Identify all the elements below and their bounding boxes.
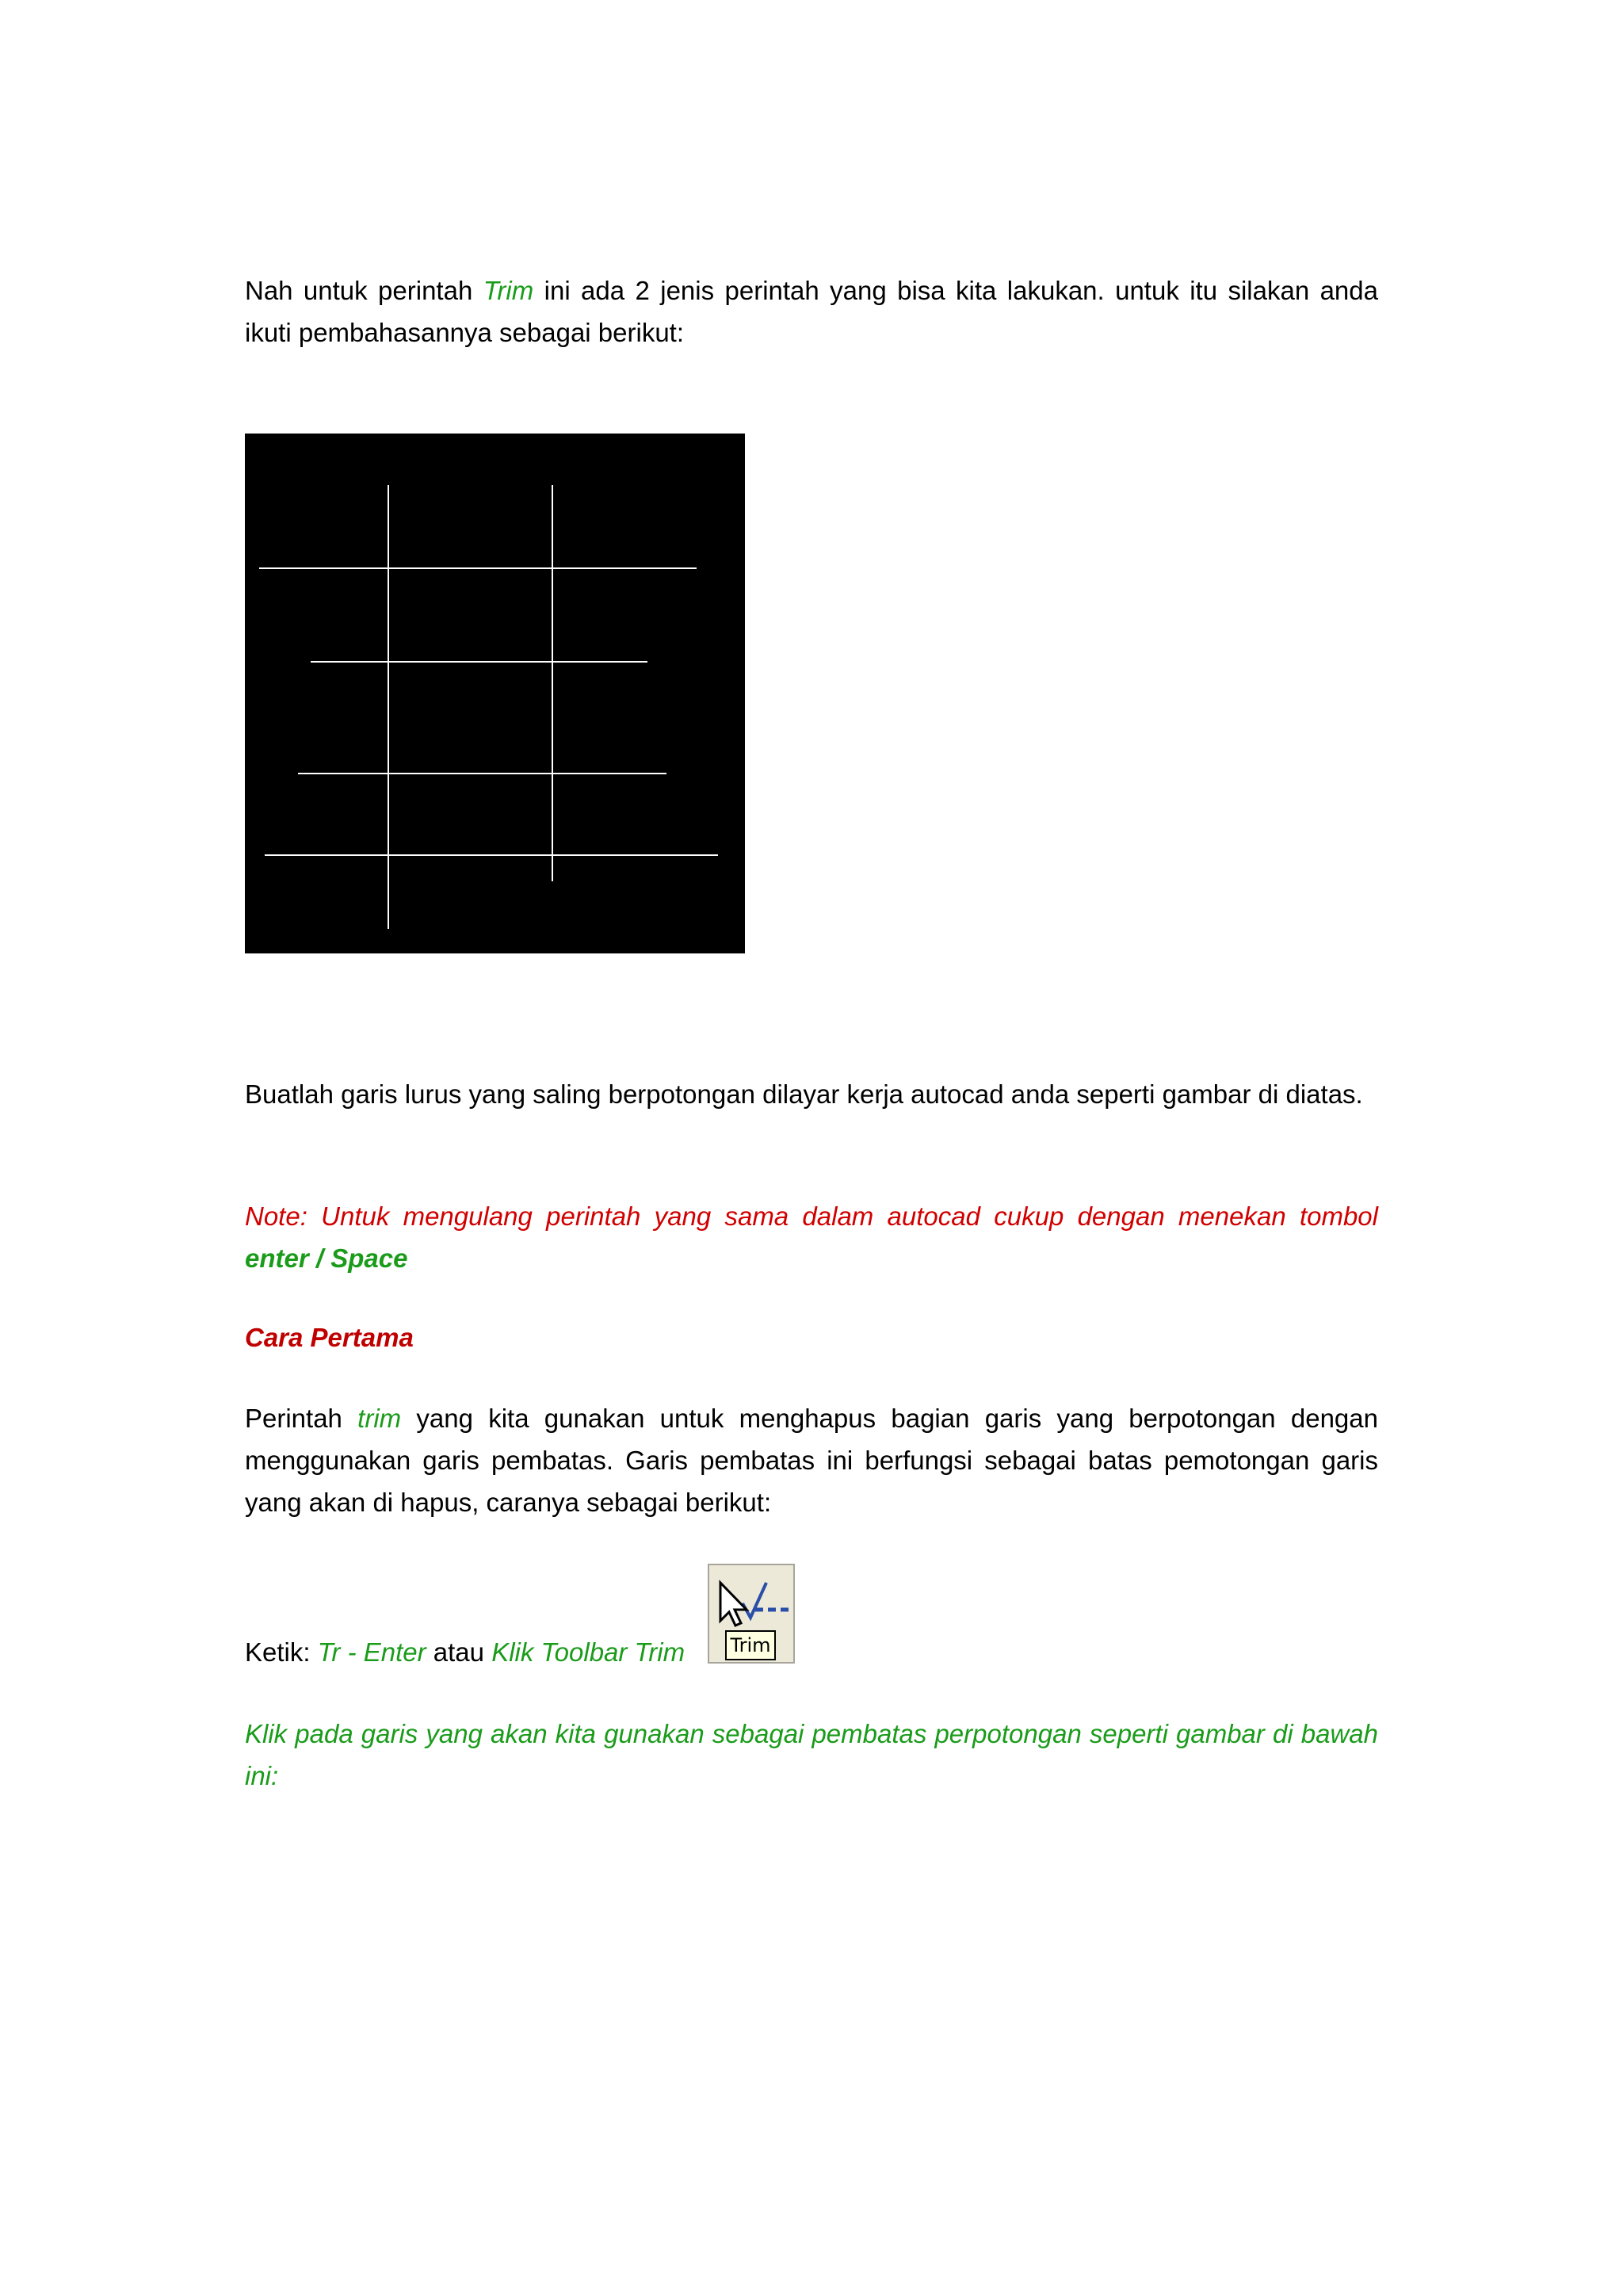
note-keys: enter / Space — [245, 1244, 408, 1273]
trim-tooltip: Trim — [725, 1630, 776, 1660]
section-title-text: Cara Pertama — [245, 1323, 414, 1352]
final-instruction — [245, 1713, 1378, 1797]
intersecting-lines-drawing — [245, 434, 745, 953]
note-paragraph — [245, 1195, 1378, 1279]
note-text: Note: Untuk mengulang perintah yang sama dalam autocad cukup dengan menekan tombol — [245, 1201, 1378, 1231]
ketik-line — [245, 1631, 1378, 1673]
explanation-text-after: yang kita gunakan untuk menghapus bagian garis yang berpotongan dengan menggunakan garis pembatas. Garis pembatas ini berfungsi sebagai batas pemotongan garis yang akan di hapus, caranya sebagai berikut: — [245, 1404, 1378, 1517]
final-instruction-text: Klik pada garis yang akan kita gunakan sebagai pembatas perpotongan seperti gambar di bawah ini: — [245, 1719, 1378, 1790]
cursor-arrow-icon — [720, 1583, 747, 1626]
section-title — [245, 1316, 1378, 1358]
explanation-text-before: Perintah — [245, 1404, 358, 1433]
ketik-label: Ketik: — [245, 1637, 318, 1667]
ketik-atau: atau — [426, 1637, 492, 1667]
ketik-command: Tr - Enter — [317, 1637, 426, 1667]
trim-icon — [709, 1565, 793, 1629]
trim-toolbar-button[interactable] — [708, 1564, 795, 1664]
intro-text-before: Nah untuk perintah — [245, 276, 483, 305]
ketik-toolbar: Klik Toolbar Trim — [491, 1637, 685, 1667]
trim-keyword-lower: trim — [357, 1404, 402, 1433]
instruction-paragraph: Buatlah garis lurus yang saling berpotongan dilayar kerja autocad anda seperti gambar di diatas. — [245, 1079, 1363, 1109]
explanation-paragraph — [245, 1397, 1378, 1523]
trim-keyword: Trim — [483, 276, 534, 305]
intro-text-after: ini ada 2 jenis perintah yang bisa kita lakukan. untuk itu silakan anda ikuti pembahasannya sebagai berikut: — [245, 276, 1378, 347]
autocad-drawing-canvas — [245, 434, 745, 953]
intro-paragraph — [245, 269, 1378, 353]
